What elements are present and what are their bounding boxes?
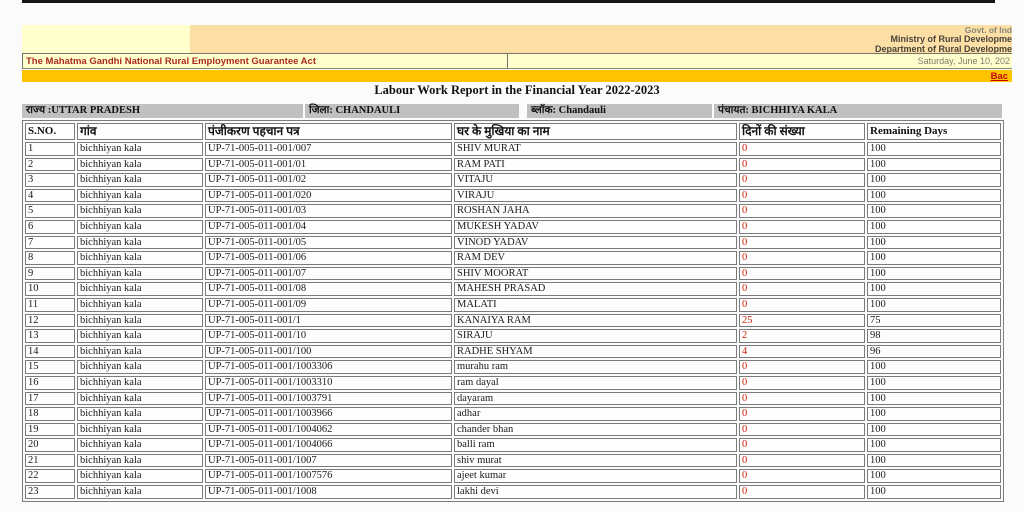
- cell-head-name: MALATI: [454, 298, 737, 312]
- cell-days-count: 0: [739, 407, 865, 421]
- cell-sno: 9: [25, 267, 75, 281]
- cell-days-count: 0: [739, 282, 865, 296]
- cell-head-name: chander bhan: [454, 423, 737, 437]
- cell-remaining-days: 100: [867, 189, 1001, 203]
- cell-registration-id: UP-71-005-011-001/1003306: [205, 360, 452, 374]
- cell-head-name: SHIV MURAT: [454, 142, 737, 156]
- table-row: [25, 220, 1001, 234]
- cell-remaining-days: 100: [867, 173, 1001, 187]
- cell-registration-id: UP-71-005-011-001/04: [205, 220, 452, 234]
- cell-registration-id: UP-71-005-011-001/05: [205, 236, 452, 250]
- cell-village: bichhiyan kala: [77, 345, 203, 359]
- cell-remaining-days: 75: [867, 314, 1001, 328]
- act-title-text: The Mahatma Gandhi National Rural Employment Guarantee Act: [26, 55, 316, 67]
- column-header-village: गांव: [77, 123, 203, 140]
- cell-remaining-days: 100: [867, 376, 1001, 390]
- cell-head-name: ROSHAN JAHA: [454, 204, 737, 218]
- header-ministry-block: [190, 25, 1012, 53]
- cell-remaining-days: 100: [867, 251, 1001, 265]
- cell-remaining-days: 98: [867, 329, 1001, 343]
- cell-village: bichhiyan kala: [77, 282, 203, 296]
- cell-remaining-days: 100: [867, 267, 1001, 281]
- cell-head-name: RADHE SHYAM: [454, 345, 737, 359]
- cell-sno: 17: [25, 392, 75, 406]
- report-title: Labour Work Report in the Financial Year 2022-2023: [374, 83, 660, 97]
- cell-days-count: 0: [739, 392, 865, 406]
- panchayat-cell: पंचायत: BICHHIYA KALA: [714, 104, 1002, 118]
- cell-registration-id: UP-71-005-011-001/06: [205, 251, 452, 265]
- column-header-head-name: घर के मुखिया का नाम: [454, 123, 737, 140]
- cell-registration-id: UP-71-005-011-001/1008: [205, 485, 452, 499]
- cell-remaining-days: 100: [867, 407, 1001, 421]
- table-row: [25, 407, 1001, 421]
- report-table-body: [25, 142, 1001, 499]
- cell-sno: 14: [25, 345, 75, 359]
- cell-sno: 1: [25, 142, 75, 156]
- cell-head-name: lakhi devi: [454, 485, 737, 499]
- cell-registration-id: UP-71-005-011-001/09: [205, 298, 452, 312]
- table-row: [25, 189, 1001, 203]
- table-row: [25, 376, 1001, 390]
- report-table-container: [22, 120, 1008, 498]
- act-title-box: [22, 54, 508, 68]
- column-header-registration-id: पंजीकरण पहचान पत्र: [205, 123, 452, 140]
- cell-sno: 2: [25, 158, 75, 172]
- labour-report-table: [22, 120, 1004, 502]
- cell-sno: 8: [25, 251, 75, 265]
- cell-sno: 3: [25, 173, 75, 187]
- cell-days-count: 2: [739, 329, 865, 343]
- cell-days-count: 0: [739, 173, 865, 187]
- cell-registration-id: UP-71-005-011-001/1: [205, 314, 452, 328]
- cell-remaining-days: 100: [867, 454, 1001, 468]
- cell-sno: 23: [25, 485, 75, 499]
- cell-remaining-days: 100: [867, 282, 1001, 296]
- cell-registration-id: UP-71-005-011-001/08: [205, 282, 452, 296]
- cell-remaining-days: 100: [867, 236, 1001, 250]
- table-row: [25, 423, 1001, 437]
- cell-head-name: KANAIYA RAM: [454, 314, 737, 328]
- cell-sno: 19: [25, 423, 75, 437]
- cell-sno: 15: [25, 360, 75, 374]
- header-logo-area: [22, 25, 190, 53]
- cell-village: bichhiyan kala: [77, 438, 203, 452]
- cell-village: bichhiyan kala: [77, 314, 203, 328]
- cell-registration-id: UP-71-005-011-001/10: [205, 329, 452, 343]
- cell-registration-id: UP-71-005-011-001/020: [205, 189, 452, 203]
- cell-registration-id: UP-71-005-011-001/1004066: [205, 438, 452, 452]
- cell-village: bichhiyan kala: [77, 158, 203, 172]
- cell-head-name: MAHESH PRASAD: [454, 282, 737, 296]
- cell-village: bichhiyan kala: [77, 298, 203, 312]
- cell-remaining-days: 100: [867, 158, 1001, 172]
- cell-head-name: VIRAJU: [454, 189, 737, 203]
- cell-registration-id: UP-71-005-011-001/03: [205, 204, 452, 218]
- table-row: [25, 360, 1001, 374]
- block-cell: ब्लॉक: Chandauli: [527, 104, 712, 118]
- cell-head-name: murahu ram: [454, 360, 737, 374]
- table-row: [25, 267, 1001, 281]
- table-row: [25, 236, 1001, 250]
- table-row: [25, 314, 1001, 328]
- cell-remaining-days: 100: [867, 392, 1001, 406]
- cell-registration-id: UP-71-005-011-001/100: [205, 345, 452, 359]
- act-title-row: [22, 53, 1012, 69]
- cell-head-name: SIRAJU: [454, 329, 737, 343]
- cell-days-count: 25: [739, 314, 865, 328]
- cell-days-count: 0: [739, 485, 865, 499]
- district-cell: जिला: CHANDAULI: [305, 104, 519, 118]
- cell-village: bichhiyan kala: [77, 360, 203, 374]
- cell-head-name: dayaram: [454, 392, 737, 406]
- cell-days-count: 0: [739, 236, 865, 250]
- cell-registration-id: UP-71-005-011-001/1003966: [205, 407, 452, 421]
- cell-remaining-days: 100: [867, 298, 1001, 312]
- cell-days-count: 0: [739, 158, 865, 172]
- department-text: Department of Rural Developme: [874, 43, 1012, 54]
- cell-village: bichhiyan kala: [77, 204, 203, 218]
- table-row: [25, 173, 1001, 187]
- cell-remaining-days: 100: [867, 469, 1001, 483]
- cell-head-name: ajeet kumar: [454, 469, 737, 483]
- cell-village: bichhiyan kala: [77, 267, 203, 281]
- cell-sno: 4: [25, 189, 75, 203]
- table-row: [25, 469, 1001, 483]
- cell-registration-id: UP-71-005-011-001/1007: [205, 454, 452, 468]
- cell-remaining-days: 100: [867, 220, 1001, 234]
- table-row: [25, 392, 1001, 406]
- table-row: [25, 485, 1001, 499]
- cell-days-count: 4: [739, 345, 865, 359]
- table-header-row: [25, 123, 1001, 140]
- cell-sno: 13: [25, 329, 75, 343]
- cell-days-count: 0: [739, 189, 865, 203]
- cell-days-count: 0: [739, 376, 865, 390]
- cell-registration-id: UP-71-005-011-001/07: [205, 267, 452, 281]
- cell-remaining-days: 100: [867, 438, 1001, 452]
- cell-head-name: VINOD YADAV: [454, 236, 737, 250]
- cell-village: bichhiyan kala: [77, 392, 203, 406]
- cell-head-name: adhar: [454, 407, 737, 421]
- header-band: [22, 25, 1012, 53]
- cell-sno: 18: [25, 407, 75, 421]
- cell-registration-id: UP-71-005-011-001/1007576: [205, 469, 452, 483]
- cell-village: bichhiyan kala: [77, 376, 203, 390]
- table-row: [25, 454, 1001, 468]
- cell-remaining-days: 100: [867, 423, 1001, 437]
- cell-registration-id: UP-71-005-011-001/1003310: [205, 376, 452, 390]
- table-row: [25, 158, 1001, 172]
- cell-village: bichhiyan kala: [77, 251, 203, 265]
- cell-registration-id: UP-71-005-011-001/1004062: [205, 423, 452, 437]
- cell-head-name: SHIV MOORAT: [454, 267, 737, 281]
- top-border-line: [22, 0, 995, 3]
- cell-remaining-days: 100: [867, 485, 1001, 499]
- table-row: [25, 345, 1001, 359]
- cell-remaining-days: 100: [867, 142, 1001, 156]
- gold-nav-bar: [22, 70, 1012, 82]
- column-header-sno: S.NO.: [25, 123, 75, 140]
- cell-sno: 10: [25, 282, 75, 296]
- cell-sno: 6: [25, 220, 75, 234]
- location-info-row: [22, 104, 1002, 118]
- ministry-text: Ministry of Rural Developme: [890, 34, 1012, 44]
- cell-days-count: 0: [739, 251, 865, 265]
- cell-head-name: VITAJU: [454, 173, 737, 187]
- table-row: [25, 204, 1001, 218]
- column-header-days-count: दिनों की संख्या: [739, 123, 865, 140]
- cell-days-count: 0: [739, 298, 865, 312]
- cell-sno: 7: [25, 236, 75, 250]
- cell-village: bichhiyan kala: [77, 329, 203, 343]
- cell-village: bichhiyan kala: [77, 189, 203, 203]
- cell-village: bichhiyan kala: [77, 423, 203, 437]
- cell-remaining-days: 100: [867, 204, 1001, 218]
- table-row: [25, 282, 1001, 296]
- cell-days-count: 0: [739, 204, 865, 218]
- cell-days-count: 0: [739, 454, 865, 468]
- cell-village: bichhiyan kala: [77, 454, 203, 468]
- back-link[interactable]: Bac: [990, 70, 1008, 82]
- table-row: [25, 142, 1001, 156]
- cell-registration-id: UP-71-005-011-001/01: [205, 158, 452, 172]
- cell-registration-id: UP-71-005-011-001/02: [205, 173, 452, 187]
- cell-village: bichhiyan kala: [77, 142, 203, 156]
- cell-sno: 21: [25, 454, 75, 468]
- cell-head-name: MUKESH YADAV: [454, 220, 737, 234]
- govt-of-india-text: Govt. of Ind: [964, 25, 1012, 35]
- cell-head-name: ram dayal: [454, 376, 737, 390]
- cell-days-count: 0: [739, 438, 865, 452]
- column-header-remaining-days: Remaining Days: [867, 123, 1001, 140]
- cell-village: bichhiyan kala: [77, 173, 203, 187]
- cell-sno: 22: [25, 469, 75, 483]
- state-cell: राज्य :UTTAR PRADESH: [22, 104, 303, 118]
- cell-days-count: 0: [739, 220, 865, 234]
- cell-village: bichhiyan kala: [77, 220, 203, 234]
- cell-days-count: 0: [739, 267, 865, 281]
- cell-registration-id: UP-71-005-011-001/1003791: [205, 392, 452, 406]
- cell-remaining-days: 100: [867, 360, 1001, 374]
- current-date-text: Saturday, June 10, 202: [917, 56, 1010, 66]
- cell-days-count: 0: [739, 142, 865, 156]
- cell-village: bichhiyan kala: [77, 407, 203, 421]
- cell-sno: 5: [25, 204, 75, 218]
- cell-days-count: 0: [739, 423, 865, 437]
- cell-registration-id: UP-71-005-011-001/007: [205, 142, 452, 156]
- cell-village: bichhiyan kala: [77, 485, 203, 499]
- cell-village: bichhiyan kala: [77, 469, 203, 483]
- cell-head-name: RAM DEV: [454, 251, 737, 265]
- cell-sno: 20: [25, 438, 75, 452]
- table-row: [25, 251, 1001, 265]
- cell-head-name: RAM PATI: [454, 158, 737, 172]
- cell-head-name: shiv murat: [454, 454, 737, 468]
- cell-sno: 12: [25, 314, 75, 328]
- cell-village: bichhiyan kala: [77, 236, 203, 250]
- cell-days-count: 0: [739, 360, 865, 374]
- cell-head-name: balli ram: [454, 438, 737, 452]
- cell-sno: 16: [25, 376, 75, 390]
- cell-sno: 11: [25, 298, 75, 312]
- table-row: [25, 298, 1001, 312]
- cell-days-count: 0: [739, 469, 865, 483]
- table-row: [25, 329, 1001, 343]
- cell-remaining-days: 96: [867, 345, 1001, 359]
- table-row: [25, 438, 1001, 452]
